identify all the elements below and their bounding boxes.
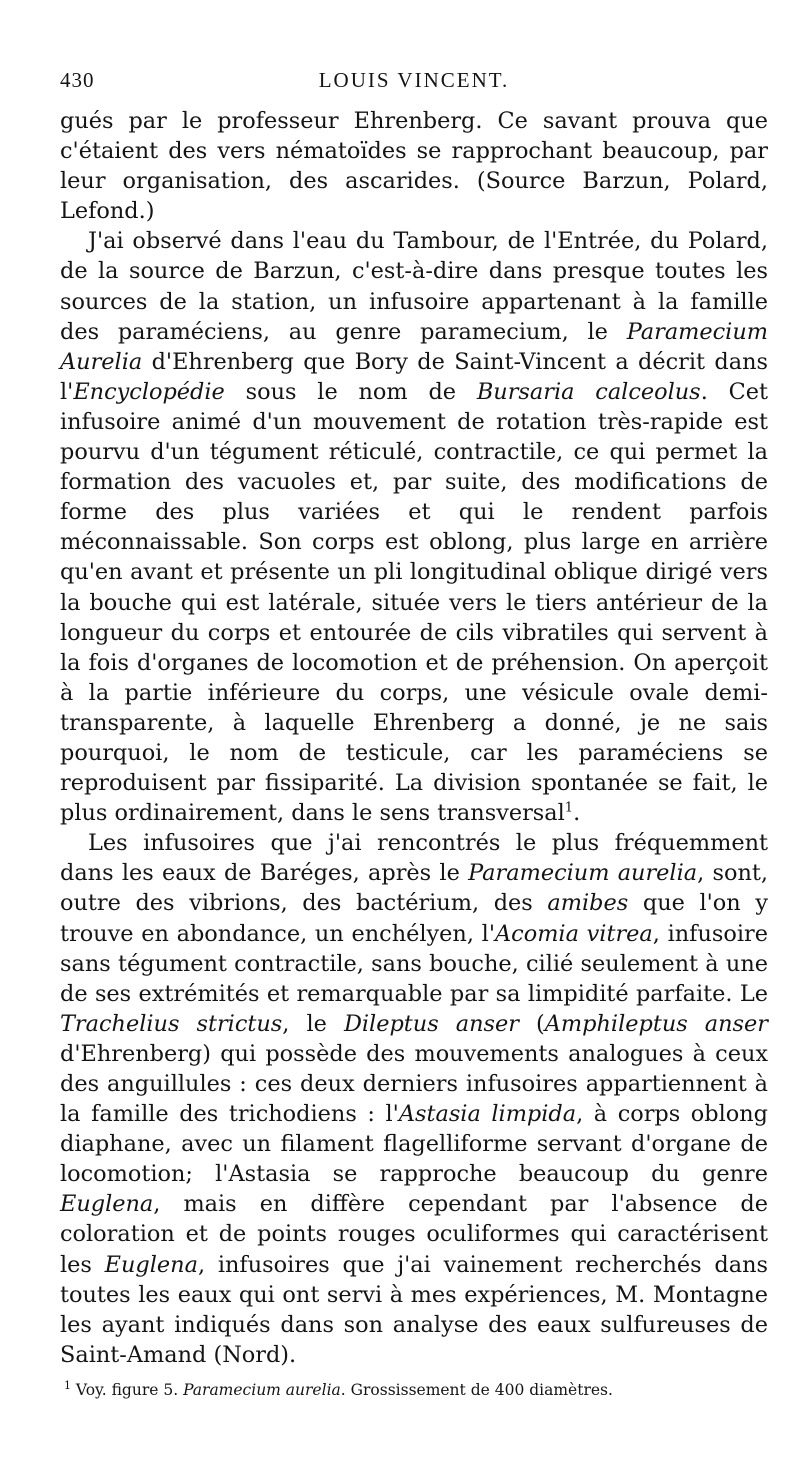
paragraph-text: que l'on y trouve en abondance, un enchélyen, l' [60, 890, 768, 947]
species-name: Astasia limpida [398, 1101, 577, 1128]
paragraph-text: d'Ehrenberg que Bory de Saint-Vincent a décrit dans l' [60, 348, 768, 405]
work-title: Encyclopédie [73, 378, 225, 405]
paragraph-text: J'ai observé dans l'eau du Tambour, de l'Entrée, du Polard, de la source de Barzun, c'est-à-dire dans presque toutes les sources de la station, un infusoire appartenant à la famille des paraméciens, au genre paramecium, le [60, 228, 768, 345]
paragraph-text: , sont, outre des vibrions, des bactérium, des [60, 860, 768, 917]
paragraph-3 [60, 828, 768, 1370]
paragraph-text: , à corps oblong diaphane, avec un filament flagelliforme servant d'organe de locomotion; l'Astasia se rapproche beaucoup du genre [60, 1101, 769, 1188]
paragraph-text: , mais en diffère cependant par l'absence de coloration et de points rouges oculiformes qui caractérisent les [60, 1191, 768, 1278]
paragraph-text: , infusoires que j'ai vainement recherchés dans toutes les eaux qui ont servi à mes expériences, M. Montagne les ayant indiqués dans son analyse des eaux sulfureuses de Saint-Amand (Nord). [60, 1251, 768, 1368]
paragraph-text: d'Ehrenberg) qui possède des mouvements analogues à ceux des anguillules : ces deux derniers infusoires appartiennent à la famille des trichodiens : l' [60, 1040, 768, 1128]
species-name: Bursaria calceolus [476, 378, 701, 405]
book-page [60, 62, 768, 1400]
paragraph-text: . [573, 800, 581, 827]
paragraph-text: gués par le professeur Ehrenberg. Ce savant prouva que c'étaient des vers nématoïdes se rapprochant beaucoup, par leur organisation, des ascarides. (Source Barzun, Polard, Lefond.) [60, 108, 768, 225]
species-name: Amphileptus anser [544, 1010, 768, 1037]
species-name: Paramecium aurelia [468, 860, 698, 887]
running-header [60, 62, 768, 102]
paragraph-text: . Cet infusoire animé d'un mouvement de rotation très-rapide est pourvu d'un tégument réticulé, contractile, ce qui permet la formation des vacuoles et, par suite, des modifications de forme des plus variées et qui le rendent parfois méconnaissable. Son corps est oblong, plus large en arrière qu'en avant et présente un pli longitudinal oblique dirigé vers la bouche qui est latérale, située vers le tiers antérieur de la longueur du corps et entourée de cils vibratiles qui servent à la fois d'organes de locomotion et de préhension. On aperçoit à la partie inférieure du corps, une vésicule ovale demi-transparente, à laquelle Ehrenberg a donné, je ne sais pourquoi, le nom de testicule, car les paraméciens se reproduisent par fissiparité. La division spontanée se fait, le plus ordinairement, dans le sens transversal [60, 378, 768, 827]
species-name: Euglena [60, 1191, 154, 1218]
footnote [60, 1380, 768, 1400]
paragraph-1 [60, 106, 768, 226]
footnote-text: Voy. figure 5. [71, 1380, 184, 1399]
species-name: Acomia vitrea [495, 920, 653, 947]
species-name: Paramecium Aurelia [60, 318, 768, 375]
running-title: LOUIS VINCENT. [318, 68, 510, 92]
paragraph-2 [60, 226, 768, 828]
page-number: 430 [60, 68, 95, 92]
species-name: Euglena [104, 1251, 198, 1278]
species-name: amibes [547, 890, 629, 917]
footnote-marker: 1 [64, 1378, 71, 1392]
paragraph-text: Les infusoires que j'ai rencontrés le plus fréquemment dans les eaux de Baréges, après le [60, 830, 768, 887]
paragraph-text: ( [518, 1010, 545, 1037]
footnote-text: . Grossissement de 400 diamètres. [340, 1380, 613, 1399]
paragraph-text: , infusoire sans tégument contractile, sans bouche, cilié seulement à une de ses extrémités et remarquable par sa limpidité parfaite. Le [60, 920, 768, 1007]
main-text [60, 106, 768, 1370]
species-name: Paramecium aurelia [183, 1380, 341, 1399]
species-name: Trachelius strictus [60, 1010, 283, 1037]
paragraph-text: sous le nom de [224, 378, 477, 405]
paragraph-text: , le [282, 1010, 344, 1037]
species-name: Dileptus anser [343, 1010, 519, 1037]
footnote-reference[interactable]: 1 [564, 800, 574, 816]
